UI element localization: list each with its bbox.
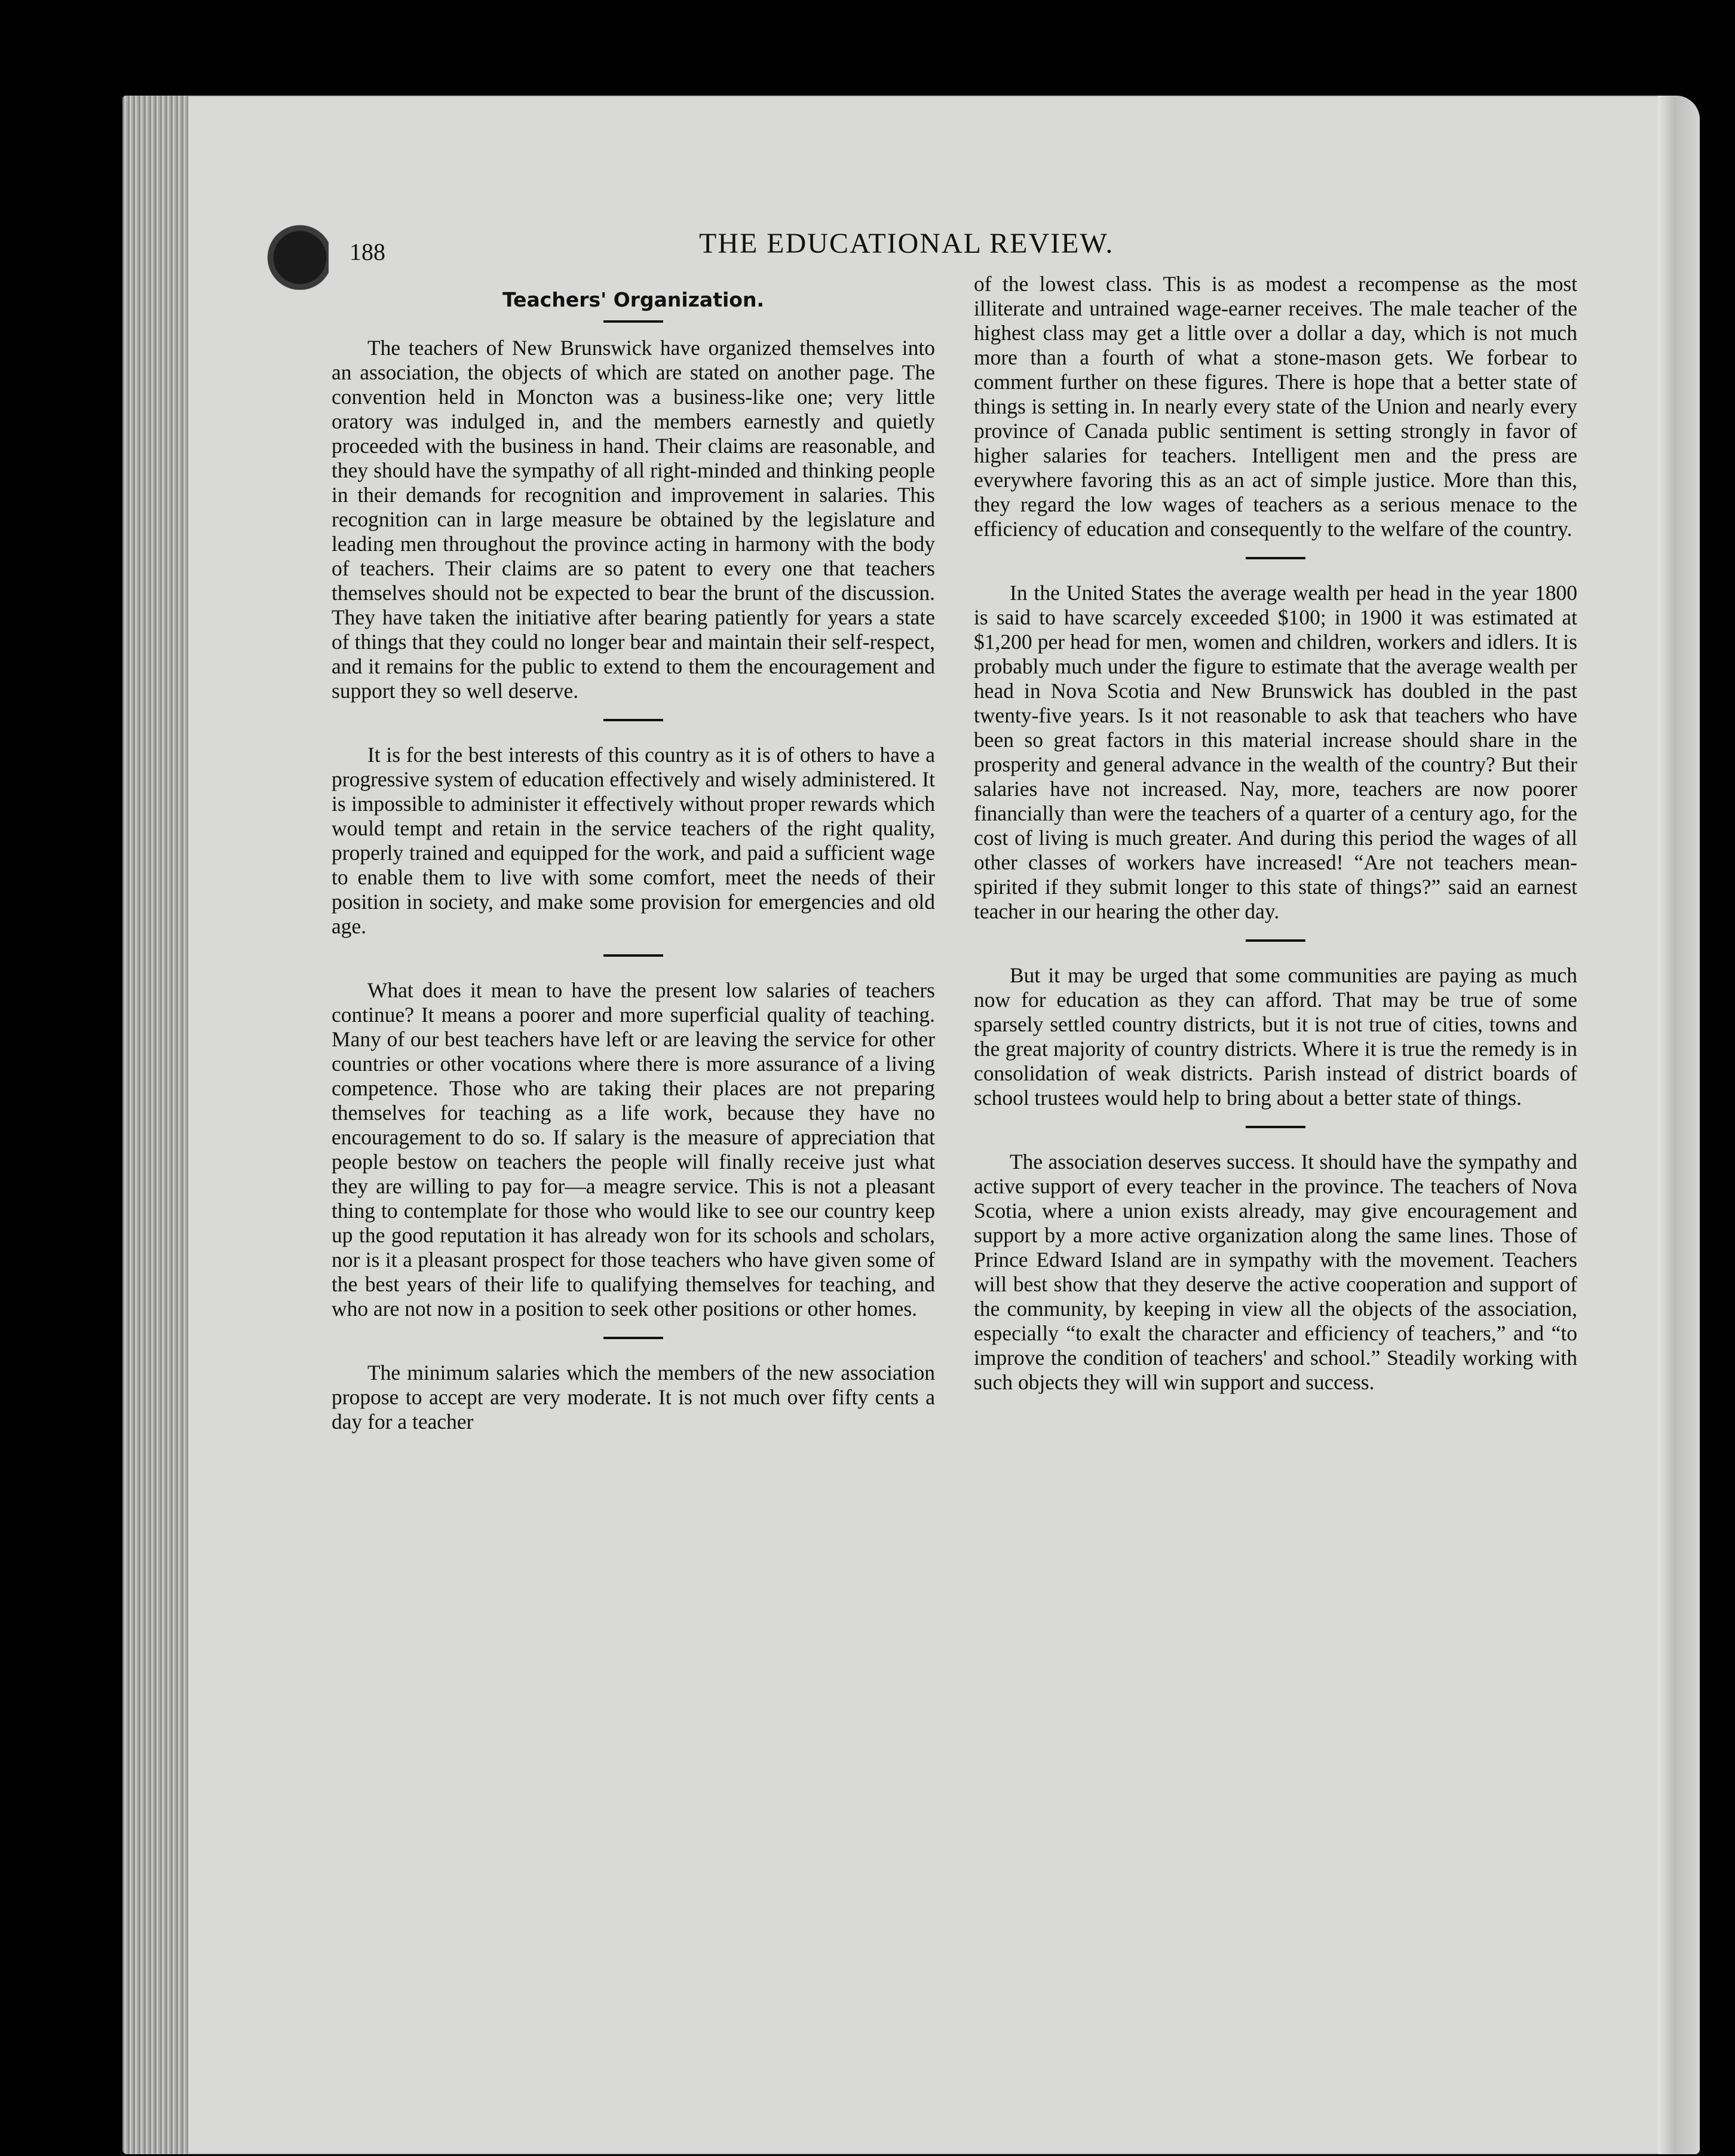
page-number: 188: [350, 238, 385, 265]
paragraph: The minimum salaries which the members of the new association propose to accept are very moderate. It is not much over fifty cents a day for a teacher: [332, 1361, 935, 1434]
section-divider: [603, 719, 663, 721]
paragraph: What does it mean to have the present low salaries of teachers continue? It means a poorer and more superficial quality of teaching. Many of our best teachers have left or are leaving the service for other countries or other vocations where there is more assurance of a living competence. Those who are taking their places are not preparing themselves for teaching as a life work, because they have no encouragement to do so. If salary is the measure of appreciation that people bestow on teachers the people will finally receive just what they are willing to pay for—a meagre service. This is not a pleasant thing to contemplate for those who would like to see our country keep up the good reputation it has already won for its schools and scholars, nor is it a pleasant prospect for those teachers who have given some of the best years of their life to qualifying themselves for teaching, and who are not now in a position to seek other positions or other homes.: [332, 978, 935, 1321]
paragraph: The teachers of New Brunswick have organized themselves into an association, the objects of which are stated on another page. The convention held in Moncton was a business-like one; very little oratory was indulged in, and the members earnestly and quietly proceeded with the business in hand. Their claims are reasonable, and they should have the sympathy of all right-minded and thinking people in their demands for recognition and improvement in salaries. This recognition can in large measure be obtained by the legislature and leading men throughout the province acting in harmony with the body of teachers. Their claims are so patent to every one that teachers themselves should not be expected to bear the brunt of the discussion. They have taken the initiative after bearing patiently for years a state of things that they could no longer bear and maintain their self-respect, and it remains for the public to extend to them the encouragement and support they so well deserve.: [332, 336, 935, 703]
paragraph: of the lowest class. This is as modest a recompense as the most illiterate and untrained wage-earner receives. The male teacher of the highest class may get a little over a dollar a day, which is not much more than a fourth of what a stone-mason gets. We forbear to comment further on these figures. There is hope that a better state of things is setting in. In nearly every state of the Union and nearly every province of Canada public sentiment is setting strongly in favor of higher salaries for teachers. Intelligent men and the press are everywhere favoring this as an act of simple justice. More than this, they regard the low wages of teachers as a serious menace to the efficiency of education and consequently to the welfare of the country.: [974, 272, 1577, 541]
section-divider: [603, 1337, 663, 1339]
paragraph: The association deserves success. It should have the sympathy and active support of every teacher in the province. The teachers of Nova Scotia, where a union exists already, may give encouragement and support by a more active organization along the same lines. Those of Prince Edward Island are in sympathy with the movement. Teachers will best show that they deserve the active cooperation and support of the community, by keeping in view all the objects of the association, especially “to exalt the character and efficiency of teachers,” and “to improve the condition of teachers' and school.” Steadily working with such objects they will win support and success.: [974, 1150, 1577, 1394]
paragraph: In the United States the average wealth per head in the year 1800 is said to have scarcely exceeded $100; in 1900 it was estimated at $1,200 per head for men, women and children, workers and idlers. It is probably much under the figure to estimate that the average wealth per head in Nova Scotia and New Brunswick has doubled in the past twenty-five years. Is it not reasonable to ask that teachers who have been so great factors in this material increase should share in the prosperity and general advance in the wealth of the country? But their salaries have not increased. Nay, more, teachers are now poorer financially than were the teachers of a quarter of a century ago, for the cost of living is much greater. And during this period the wages of all other classes of workers have increased! “Are not teachers mean-spirited if they submit longer to this state of things?” said an earnest teacher in our hearing the other day.: [974, 581, 1577, 923]
article-title: Teachers' Organization.: [502, 288, 764, 311]
printed-page: [272, 227, 1604, 2020]
section-divider: [603, 954, 663, 957]
section-divider: [1246, 1126, 1305, 1128]
page-fore-edge: [1658, 96, 1700, 2154]
section-divider: [1246, 939, 1305, 942]
title-divider: [603, 320, 663, 323]
running-head: THE EDUCATIONAL REVIEW.: [699, 228, 1114, 259]
right-column: [974, 272, 1577, 1395]
section-divider: [1246, 557, 1305, 559]
book-gutter: [122, 96, 188, 2154]
left-column: [332, 287, 935, 1434]
paragraph: It is for the best interests of this country as it is of others to have a progressive system of education effectively and wisely administered. It is impossible to administer it effectively without proper rewards which would tempt and retain in the service teachers of the right quality, properly trained and equipped for the work, and paid a sufficient wage to enable them to live with some comfort, meet the needs of their position in society, and make some provision for emergencies and old age.: [332, 743, 935, 938]
paragraph: But it may be urged that some communities are paying as much now for education as they can afford. That may be true of some sparsely settled country districts, but it is not true of cities, towns and the great majority of country districts. Where it is true the remedy is in consolidation of weak districts. Parish instead of district boards of school trustees would help to bring about a better state of things.: [974, 963, 1577, 1110]
